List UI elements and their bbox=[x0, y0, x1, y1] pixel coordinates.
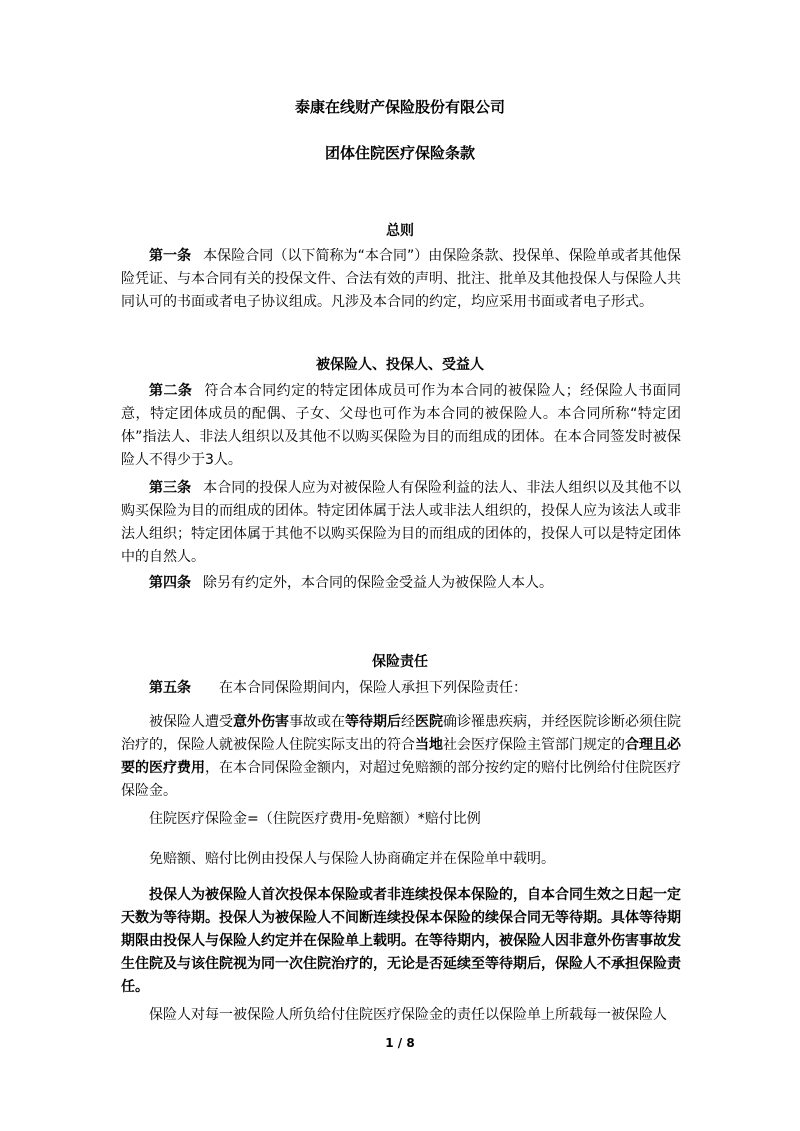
benefit-formula: 住院医疗保险金=（住院医疗费用-免赔额）*赔付比例 bbox=[149, 811, 481, 827]
article-3 bbox=[121, 477, 681, 569]
coverage-paragraph bbox=[121, 711, 681, 803]
article-text: 本保险合同（以下简称为“本合同”）由保险条款、投保单、保险单或者其他保险凭证、与本合同有关的投保文件、合法有效的声明、批注、批单及其他投保人与保险人共同认可的书面或者电子协议组成。凡涉及本合同的约定，均应采用书面或者电子形式。 bbox=[121, 248, 681, 310]
term-hospital: 医院 bbox=[415, 714, 443, 730]
section-heading-parties: 被保险人、投保人、受益人 bbox=[316, 357, 484, 373]
waiting-period-paragraph: 投保人为被保险人首次投保本保险或者非连续投保本保险的，自本合同生效之日起一定天数为等待期。投保人为被保险人不间断连续投保本保险的续保合同无等待期。具体等待期期限由投保人与保险人约定并在保险单上载明。在等待期内，被保险人因非意外伤害事故发生住院及与该住院视为同一次住院治疗的，无论是否延续至等待期后，保险人不承担保险责任。 bbox=[121, 887, 681, 995]
article-2 bbox=[121, 380, 681, 472]
coverage-text-1: 被保险人遭受 bbox=[149, 714, 233, 730]
last-paragraph-line: 保险人对每一被保险人所负给付住院医疗保险金的责任以保险单上所载每一被保险人 bbox=[149, 1007, 667, 1023]
page-number: 1 / 8 bbox=[385, 1036, 415, 1050]
article-5 bbox=[121, 677, 681, 700]
article-label: 第二条 bbox=[149, 383, 193, 399]
section-heading-general: 总则 bbox=[386, 223, 414, 239]
deductible-note: 免赔额、赔付比例由投保人与保险人协商确定并在保险单中载明。 bbox=[149, 851, 555, 867]
article-label: 第三条 bbox=[149, 480, 192, 496]
document-title: 团体住院医疗保险条款 bbox=[324, 144, 475, 162]
term-reasonable-expenses: 合理且必要的医疗费用 bbox=[121, 737, 681, 776]
article-label: 第五条 bbox=[149, 680, 191, 696]
term-accident: 意外伤害 bbox=[233, 714, 289, 730]
article-text: 符合本合同约定的特定团体成员可作为本合同的被保险人；经保险人书面同意，特定团体成员的配偶、子女、父母也可作为本合同的被保险人。本合同所称“特定团体”指法人、非法人组织以及其他不以购买保险为目的而组成的团体。在本合同签发时被保险人不得少于3人。 bbox=[121, 383, 682, 468]
coverage-text-6: ，在本合同保险金额内，对超过免赔额的部分按约定的赔付比例给付住院医疗保险金。 bbox=[121, 760, 681, 799]
coverage-text-3: 经 bbox=[401, 714, 415, 730]
section-heading-liability: 保险责任 bbox=[372, 654, 428, 670]
article-text: 除另有约定外，本合同的保险金受益人为被保险人本人。 bbox=[203, 575, 553, 591]
article-text: 在本合同保险期间内，保险人承担下列保险责任： bbox=[219, 680, 527, 696]
article-label: 第一条 bbox=[149, 248, 192, 264]
term-local: 当地 bbox=[415, 737, 443, 753]
coverage-text-5: 社会医疗保险主管部门规定的 bbox=[443, 737, 625, 753]
article-label: 第四条 bbox=[149, 575, 191, 591]
company-name: 泰康在线财产保险股份有限公司 bbox=[294, 98, 505, 116]
article-4 bbox=[121, 572, 681, 595]
term-waiting-period: 等待期后 bbox=[345, 714, 401, 730]
article-1 bbox=[121, 245, 681, 314]
coverage-text-4: 确诊罹患疾病，并经医院诊断必须住院治疗的，保险人就被保险人住院实际支出的符合 bbox=[121, 714, 681, 753]
article-text: 本合同的投保人应为对被保险人有保险利益的法人、非法人组织以及其他不以购买保险为目的而组成的团体。特定团体属于法人或非法人组织的，投保人应为该法人或非法人组织；特定团体属于其他不以购买保险为目的而组成的团体的，投保人可以是特定团体中的自然人。 bbox=[121, 480, 682, 565]
coverage-text-2: 事故或在 bbox=[289, 714, 345, 730]
